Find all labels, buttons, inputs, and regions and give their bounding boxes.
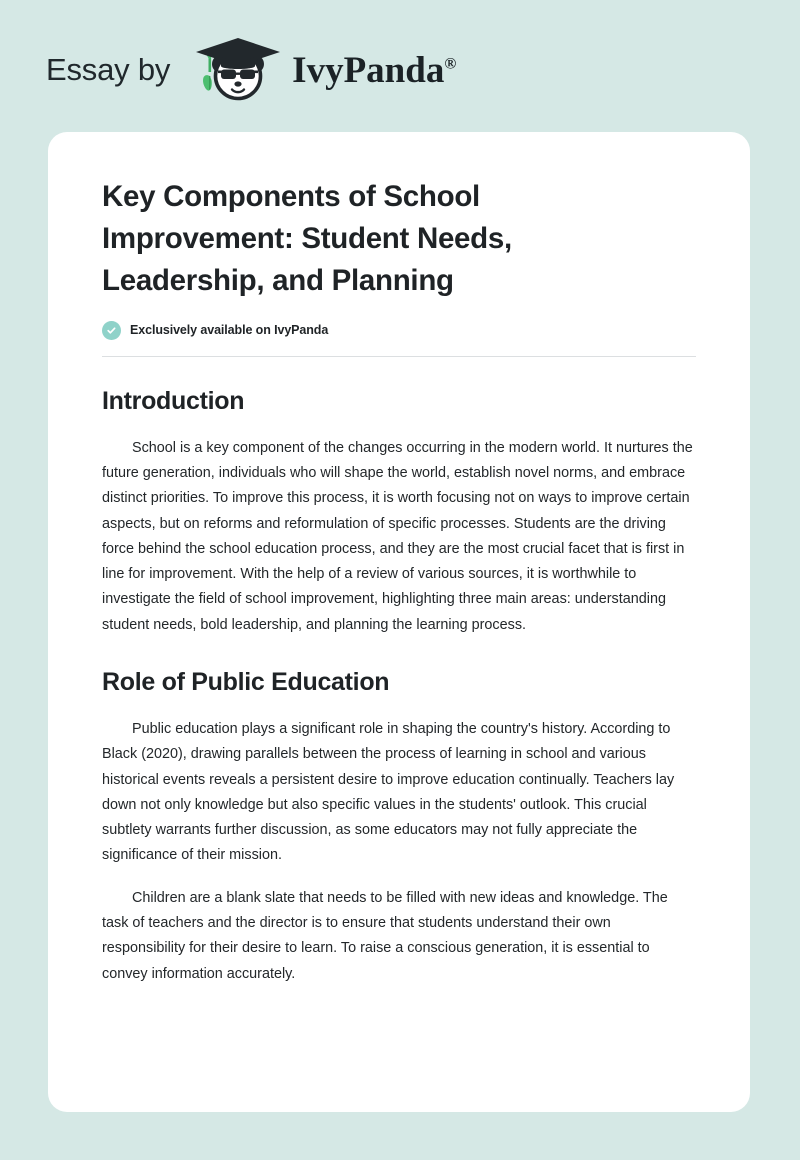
essay-card xyxy=(48,132,750,1112)
brand-header xyxy=(46,38,456,100)
ivypanda-logo[interactable] xyxy=(188,36,456,102)
registered-trademark-symbol: ® xyxy=(444,55,457,73)
paragraph: School is a key component of the changes occurring in the modern world. It nurtures the future generation, individuals who will shape the world, establish novel norms, and embrace distinct priorities. To improve this process, it is worth focusing not on ways to improve certain aspects, but on reforms and reformulation of specific processes. Students are the driving force behind the school education process, and they are the most crucial facet that is first in line for improvement. With the help of a review of various sources, it is worthwhile to investigate the field of school improvement, highlighting three main areas: understanding student needs, bold leadership, and planning the learning process. xyxy=(102,439,693,633)
page-title: Key Components of School Improvement: Student Needs, Leadership, and Planning xyxy=(102,180,512,297)
check-circle-icon xyxy=(102,321,121,340)
paragraph: Public education plays a significant role in shaping the country's history. According to Black (2020), drawing parallels between the process of learning in school and various historical events reveals a persistent desire to improve education continually. Teachers lay down not only knowledge but also specific values in the students' outlook. This crucial subtlety warrants further discussion, as some educators may not fully appreciate the significance of their mission. xyxy=(102,721,675,864)
brand-name-text: IvyPanda xyxy=(292,49,445,91)
section-heading-role-of-public-education: Role of Public Education xyxy=(102,668,390,696)
section-heading-introduction: Introduction xyxy=(102,386,245,415)
brand-wordmark xyxy=(292,49,457,91)
panda-graduate-logo-icon xyxy=(188,36,288,102)
status-badge xyxy=(102,321,696,340)
exclusive-availability-label: Exclusively available on IvyPanda xyxy=(130,323,329,338)
brand-prefix-label: Essay by xyxy=(46,51,171,87)
paragraph: Children are a blank slate that needs to be filled with new ideas and knowledge. The task of teachers and the director is to ensure that students understand their own responsibility for their desire to learn. To raise a conscious generation, it is essential to convey information accurately. xyxy=(102,889,668,982)
title-divider xyxy=(102,356,696,357)
